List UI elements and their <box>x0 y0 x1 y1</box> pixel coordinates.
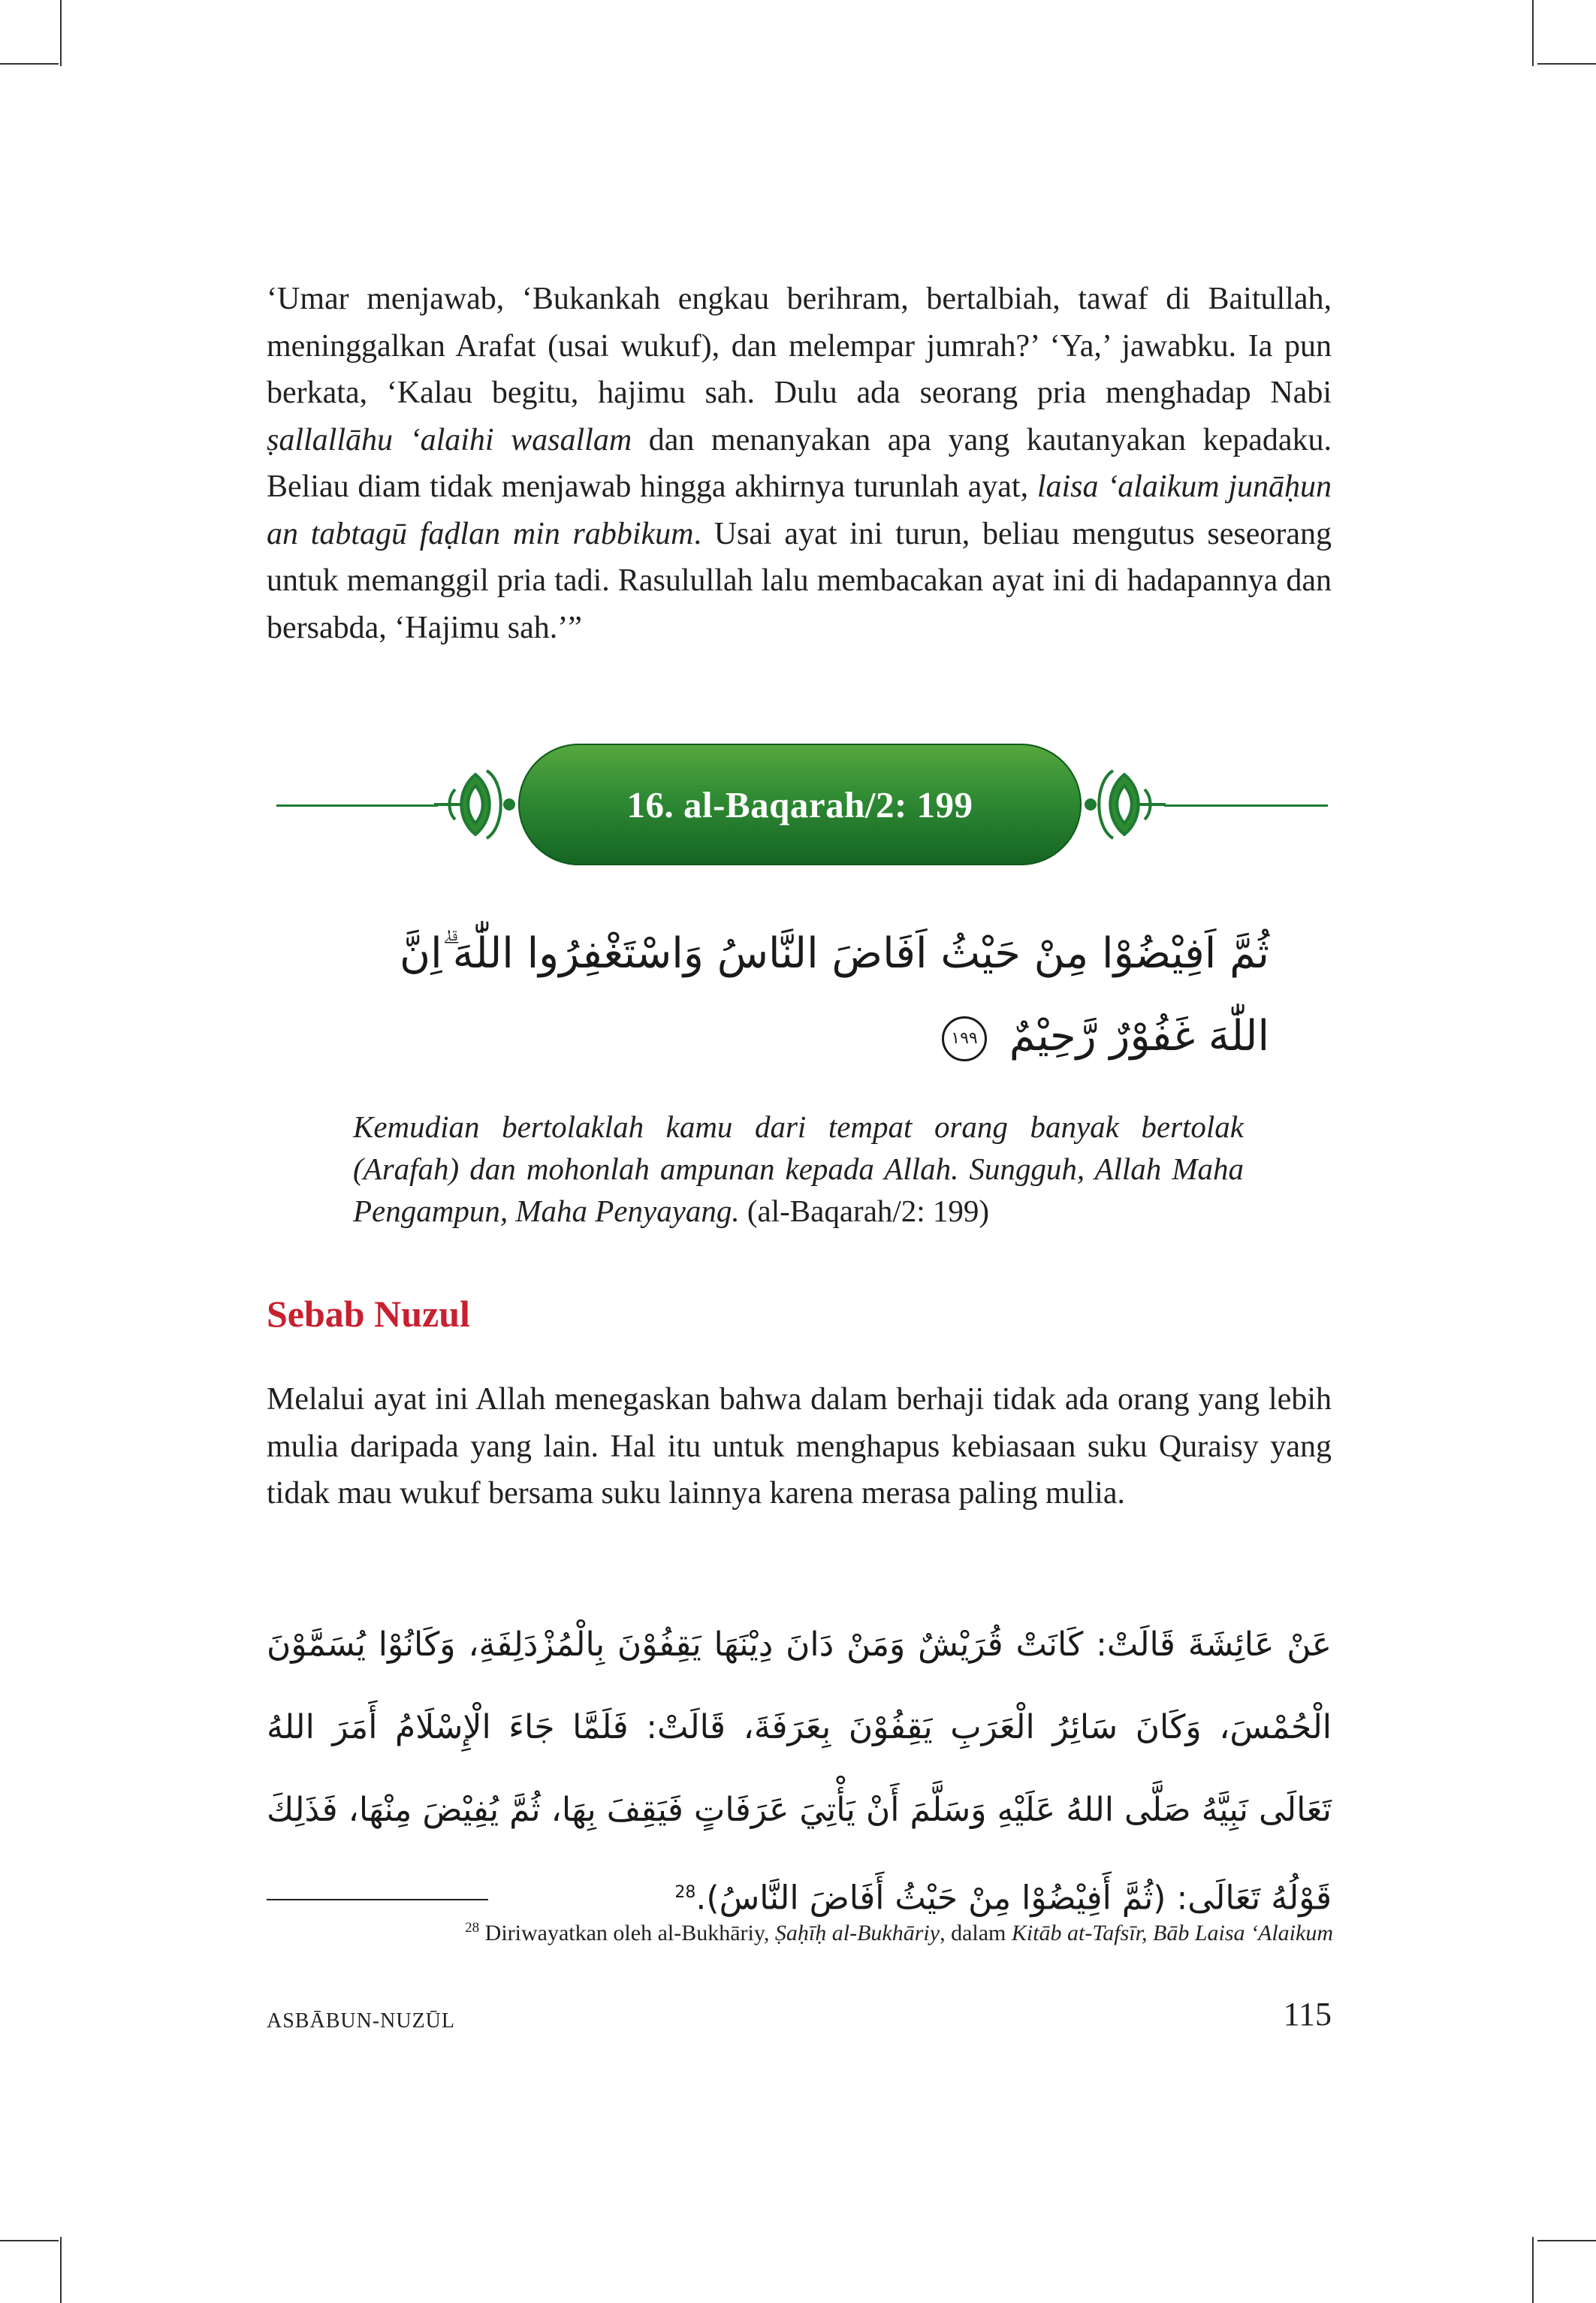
translation-text: Kemudian bertolaklah kamu dari tempat orang banyak bertolak (Arafah) dan mohonlah ampunan kepada Allah. Sungguh, Allah Maha Pengampun, Maha Penyayang. <box>353 1109 1244 1228</box>
ornament-right-icon <box>1083 759 1166 850</box>
intro-text: dan menanyakan apa yang kautanyakan kepadaku. Beliau diam tidak menjawab hingga akhirnya turunlah ayat, <box>267 422 1332 504</box>
quran-verse-line-1: ثُمَّ اَفِيْضُوْا مِنْ حَيْثُ اَفَاضَ النَّاسُ وَاسْتَغْفِرُوا اللّٰهَ ۗاِنَّ <box>399 929 1269 978</box>
intro-text: . Usai ayat ini turun, beliau mengutus seseorang untuk memanggil pria tadi. Rasulullah lalu membacakan ayat ini di hadapannya dan bersabda, ‘Hajimu sah.’” <box>267 516 1332 645</box>
crop-mark <box>1537 2240 1596 2241</box>
hadith-text: عَنْ عَائِشَةَ قَالَتْ: كَانَتْ قُرَيْشٌ وَمَنْ دَانَ دِيْنَهَا يَقِفُوْنَ بِالْمُزْدَلِفَةِ، وَكَانُوْا يُسَمَّوْنَ الْحُمْسَ، وَكَانَ سَائِرُ الْعَرَبِ يَقِفُوْنَ بِعَرَفَةَ، قَالَتْ: فَلَمَّا جَاءَ الْإِسْلَامُ أَمَرَ اللهُ تَعَالَى نَبِيَّهُ صَلَّى اللهُ عَلَيْهِ وَسَلَّمَ أَنْ يَأْتِيَ عَرَفَاتٍ فَيَقِفَ بِهَا، ثُمَّ يُفِيْضَ مِنْهَا، فَذَلِكَ قَوْلُهُ تَعَالَى: (ثُمَّ أَفِيْضُوْا مِنْ حَيْثُ أَفَاضَ النَّاسُ). <box>267 1625 1332 1918</box>
header-rule-right <box>1164 804 1328 807</box>
footnote-italic-chapter: Kitāb at-Tafsīr, Bāb Laisa ‘Alaikum <box>1011 1921 1333 1945</box>
quran-verse-line-2 <box>330 995 1269 1078</box>
intro-italic-salawat: ṣallallāhu ‘alaihi wasallam <box>267 422 632 457</box>
crop-mark <box>1532 2237 1534 2303</box>
footnote-separator <box>267 1899 488 1900</box>
intro-paragraph <box>267 276 1332 651</box>
footnote-text: , dalam <box>940 1921 1012 1945</box>
footnote-reference: 28 <box>674 1883 696 1902</box>
header-rule-left <box>276 804 438 807</box>
crop-mark <box>60 0 62 66</box>
ayah-number-badge: ١٩٩ <box>942 1016 987 1061</box>
footnote-italic-source: Ṣaḥīḥ al-Bukhāriy <box>774 1921 940 1945</box>
section-title: Sebab Nuzul <box>267 1293 470 1335</box>
ornament-left-icon <box>434 759 517 850</box>
verse-header-title: 16. al-Baqarah/2: 199 <box>518 744 1082 865</box>
page-number: 115 <box>1283 1996 1332 2033</box>
crop-mark <box>0 2240 59 2241</box>
translation-reference: (al-Baqarah/2: 199) <box>739 1194 990 1228</box>
crop-mark <box>60 2237 62 2303</box>
sebab-nuzul-paragraph: Melalui ayat ini Allah menegaskan bahwa dalam berhaji tidak ada orang yang lebih mulia daripada yang lain. Hal itu untuk menghapus kebiasaan suku Quraisy yang tidak mau wukuf bersama suku lainnya karena merasa paling mulia. <box>267 1382 1332 1511</box>
footnote <box>353 1913 1333 1948</box>
footnote-text: Diriwayatkan oleh al-Bukhāriy, <box>479 1921 775 1945</box>
verse-translation <box>353 1106 1244 1232</box>
crop-mark <box>0 63 59 65</box>
crop-mark <box>1532 0 1534 66</box>
hadith-arabic <box>267 1604 1332 1940</box>
footnote-number: 28 <box>465 1920 480 1936</box>
intro-text: ‘Umar menjawab, ‘Bukankah engkau berihram, bertalbiah, tawaf di Baitullah, meninggalkan Arafat (usai wukuf), dan melempar jumrah?’ ‘Ya,’ jawabku. Ia pun berkata, ‘Kalau begitu, hajimu sah. Dulu ada seorang pria menghadap Nabi <box>267 282 1332 410</box>
quran-verse-text: اللّٰهَ غَفُوْرٌ رَّحِيْمٌ <box>1009 1012 1269 1061</box>
running-footer-title: ASBĀBUN-NUZŪL <box>267 2009 455 2033</box>
intro-italic-verse: laisa ‘alaikum junāḥun an tabtagū faḍlan min rabbikum <box>267 469 1332 551</box>
verse-header <box>270 740 1329 869</box>
crop-mark <box>1537 63 1596 65</box>
